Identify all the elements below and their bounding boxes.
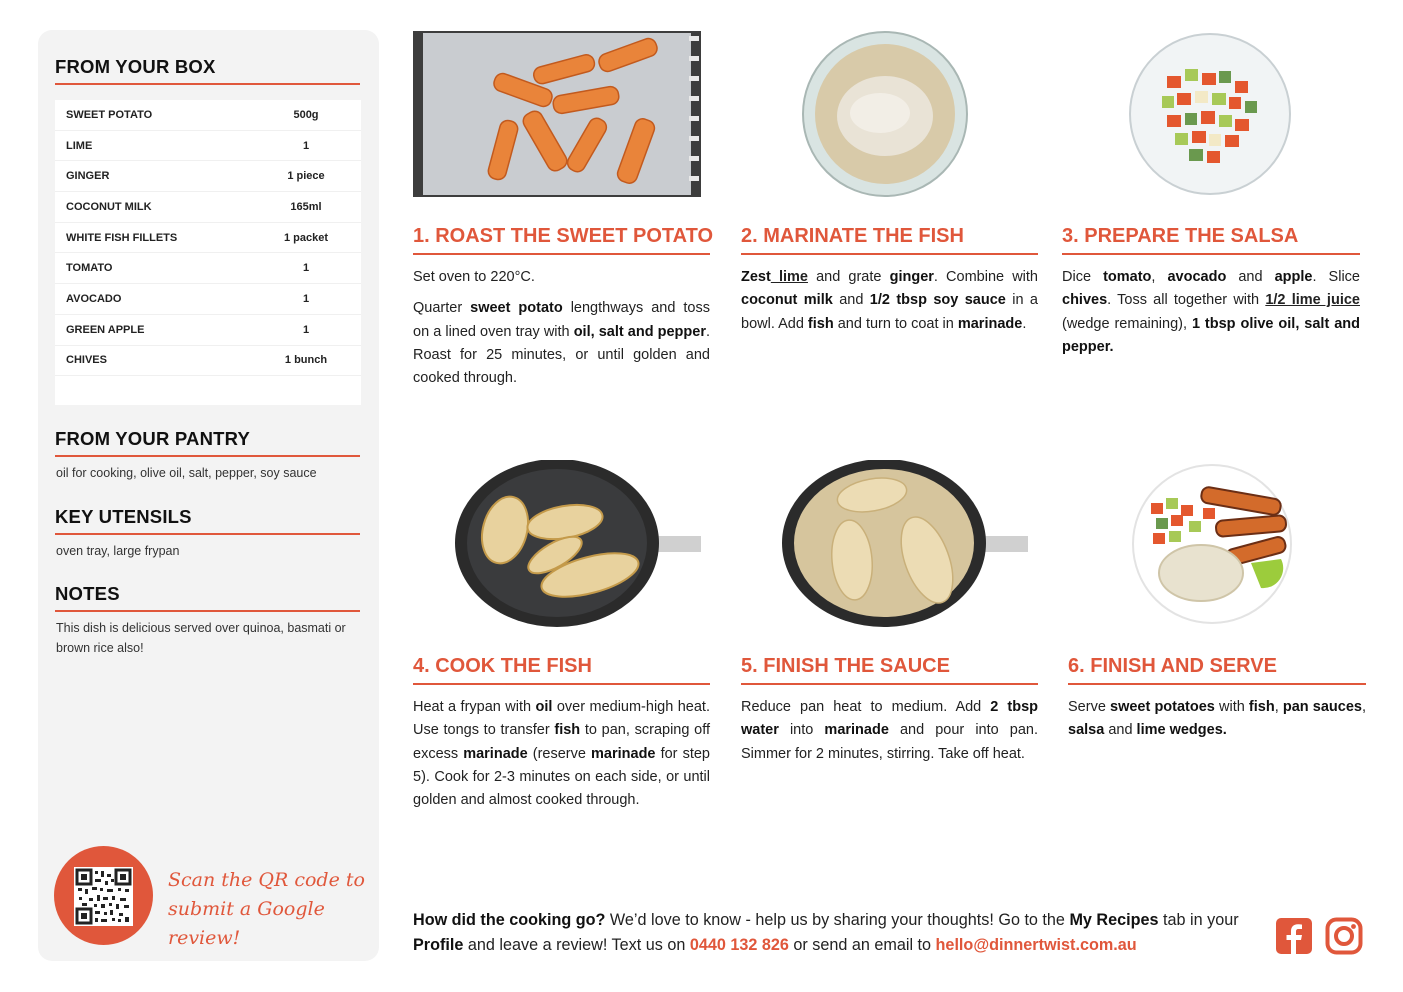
step-2-title: 2. MARINATE THE FISH — [741, 225, 964, 247]
ingredient-quantity: 1 packet — [283, 231, 329, 244]
table-row — [55, 192, 361, 223]
text: (wedge remaining), — [1062, 315, 1192, 332]
text: , — [1151, 269, 1168, 285]
text: (reserve — [527, 745, 592, 762]
ingredient: chives — [1062, 292, 1108, 309]
step-6-body — [1068, 696, 1366, 751]
qr-review-text — [168, 866, 368, 953]
my-recipes-link[interactable]: My Recipes — [1069, 911, 1159, 929]
photo-cooking-fish — [455, 460, 701, 627]
ingredient-name: SWEET POTATO — [66, 108, 153, 121]
photo-finishing-sauce — [782, 460, 1028, 627]
ingredient: marinade — [463, 745, 528, 762]
step-4-title: 4. COOK THE FISH — [413, 655, 592, 677]
text: Reduce pan heat to medium. Add — [741, 699, 991, 715]
step-1-body — [413, 266, 710, 398]
email-link[interactable]: hello@dinnertwist.com.au — [935, 936, 1137, 954]
from-your-box-title: FROM YOUR BOX — [55, 56, 216, 77]
text: and — [1226, 269, 1275, 285]
step-6-title: 6. FINISH AND SERVE — [1068, 655, 1277, 677]
photo-final-dish — [1131, 463, 1293, 625]
ingredient: oil — [535, 699, 553, 715]
text: . Toss all together with — [1107, 292, 1266, 309]
ingredient: sweet potato — [470, 300, 563, 317]
text: or send an email to — [788, 936, 936, 954]
ingredient-name: GREEN APPLE — [66, 323, 145, 336]
text: and grate — [807, 269, 890, 285]
text: Serve — [1068, 699, 1111, 715]
ingredient-quantity: 1 — [302, 323, 310, 336]
divider — [55, 610, 360, 612]
ingredient: marinade — [957, 315, 1023, 332]
step-1-title: 1. ROAST THE SWEET POTATO — [413, 225, 714, 247]
ingredient-name: TOMATO — [66, 262, 113, 275]
text: and — [832, 292, 870, 309]
table-row — [55, 253, 361, 284]
divider — [413, 253, 710, 255]
text: and pour into pan. Simmer for 2 minutes, stirring. Take off heat. — [741, 722, 1039, 762]
table-row — [55, 346, 361, 377]
text: and turn to coat in — [833, 315, 958, 332]
ingredient: avocado — [1167, 269, 1227, 285]
ingredient: marinade — [591, 745, 656, 762]
ingredients-table — [55, 100, 361, 405]
ingredient-quantity: 165ml — [290, 200, 322, 213]
text: . Combine with — [933, 269, 1038, 285]
step-3-title: 3. PREPARE THE SALSA — [1062, 225, 1299, 247]
ingredient: lime — [770, 269, 808, 285]
text: and — [1104, 722, 1137, 739]
table-row — [55, 284, 361, 315]
step-5-body — [741, 696, 1038, 774]
divider — [741, 683, 1038, 685]
facebook-icon[interactable] — [1275, 917, 1313, 955]
key-utensils-title: KEY UTENSILS — [55, 506, 192, 527]
table-row — [55, 100, 361, 131]
phone-link[interactable]: 0440 132 826 — [689, 936, 789, 954]
text: We’d love to know - help us by sharing your thoughts! Go to the — [605, 911, 1070, 929]
photo-roasted-sweet-potato — [413, 31, 701, 197]
text: and leave a review! Text us on — [463, 936, 690, 954]
ingredient: ginger — [889, 269, 934, 285]
utensils-text: oven tray, large frypan — [56, 544, 180, 558]
ingredient: fish — [554, 722, 581, 739]
notes-title: NOTES — [55, 583, 120, 604]
step-1-text: Set oven to 220°C. — [413, 269, 535, 285]
review-footer — [413, 908, 1263, 958]
divider — [1068, 683, 1366, 685]
text: , — [1361, 699, 1366, 715]
text: with — [1214, 699, 1249, 715]
ingredient-quantity: 500g — [293, 108, 319, 121]
ingredient-name: AVOCADO — [66, 292, 122, 305]
from-your-pantry-title: FROM YOUR PANTRY — [55, 428, 251, 449]
ingredient-name: LIME — [66, 139, 93, 152]
text: to pan, scraping off excess — [413, 722, 710, 762]
step-2-body — [741, 266, 1038, 344]
profile-link[interactable]: Profile — [413, 936, 464, 954]
text: . — [1022, 315, 1027, 332]
qr-code-icon[interactable] — [74, 867, 133, 926]
footer-question: How did the cooking go? — [413, 911, 606, 929]
photo-salsa — [1127, 31, 1293, 197]
ingredient: apple — [1274, 269, 1313, 285]
step-4-body — [413, 696, 710, 820]
pantry-text: oil for cooking, olive oil, salt, pepper, soy sauce — [56, 466, 317, 480]
ingredient: tomato — [1103, 269, 1152, 285]
ingredient-quantity: 1 — [302, 262, 310, 275]
text: lengthways and toss on a lined oven tray with — [413, 300, 710, 340]
text: over medium-high heat. Use tongs to transfer — [413, 699, 710, 739]
notes-text: This dish is delicious served over quinoa, basmati or brown rice also! — [56, 621, 346, 655]
ingredient-name: WHITE FISH FILLETS — [66, 231, 178, 244]
ingredient: sweet potatoes — [1110, 699, 1215, 715]
text: . Roast for 25 minutes, or until golden and cooked through. — [413, 323, 710, 387]
ingredient: fish — [807, 315, 834, 332]
ingredient-name: GINGER — [66, 170, 110, 183]
ingredient: fish — [1248, 699, 1275, 715]
text: Heat a frypan with — [413, 699, 536, 715]
ingredient: 1/2 lime juice — [1265, 292, 1360, 309]
photo-marinated-fish — [800, 31, 970, 197]
text: , — [1274, 699, 1283, 715]
sidebar-panel — [38, 30, 379, 961]
divider — [55, 83, 360, 85]
text: for step 5). Cook for 2-3 minutes on each side, or until golden and almost cooked through. — [413, 745, 710, 809]
ingredient-name: CHIVES — [66, 354, 107, 367]
text: tab in your — [1158, 911, 1239, 929]
ingredient: 2 tbsp water — [741, 699, 1039, 739]
ingredient: coconut milk — [741, 292, 833, 309]
qr-text-line-2: submit a Google review! — [168, 898, 325, 949]
ingredient: Zest — [741, 269, 771, 285]
instagram-icon[interactable] — [1325, 917, 1363, 955]
ingredient: 1/2 tbsp soy sauce — [869, 292, 1006, 309]
text: into — [778, 722, 825, 739]
ingredient-quantity: 1 — [302, 139, 310, 152]
ingredient-quantity: 1 — [302, 292, 310, 305]
ingredient: pan sauces — [1282, 699, 1362, 715]
ingredient: salsa — [1068, 722, 1105, 739]
table-row — [55, 161, 361, 192]
step-3-body — [1062, 266, 1360, 367]
ingredient: marinade — [824, 722, 889, 739]
qr-text-line-1: Scan the QR code to — [168, 869, 365, 891]
ingredient-quantity: 1 bunch — [284, 354, 328, 367]
ingredient: oil, salt and pepper — [573, 323, 706, 340]
table-row — [55, 315, 361, 346]
text: Dice — [1062, 269, 1104, 285]
table-row — [55, 131, 361, 162]
step-1-text — [413, 297, 710, 390]
ingredient-name: COCONUT MILK — [66, 200, 152, 213]
divider — [55, 533, 360, 535]
ingredient: 1 tbsp olive oil, salt and pepper. — [1062, 315, 1360, 355]
text: Quarter — [413, 300, 471, 317]
divider — [1062, 253, 1360, 255]
qr-code-badge[interactable] — [54, 846, 153, 945]
ingredient: lime wedges. — [1136, 722, 1227, 739]
text: in a bowl. Add — [741, 292, 1038, 332]
divider — [741, 253, 1038, 255]
divider — [413, 683, 710, 685]
divider — [55, 455, 360, 457]
table-row — [55, 223, 361, 254]
text: . Slice — [1312, 269, 1360, 285]
ingredient-quantity: 1 piece — [287, 170, 325, 183]
step-5-title: 5. FINISH THE SAUCE — [741, 655, 950, 677]
